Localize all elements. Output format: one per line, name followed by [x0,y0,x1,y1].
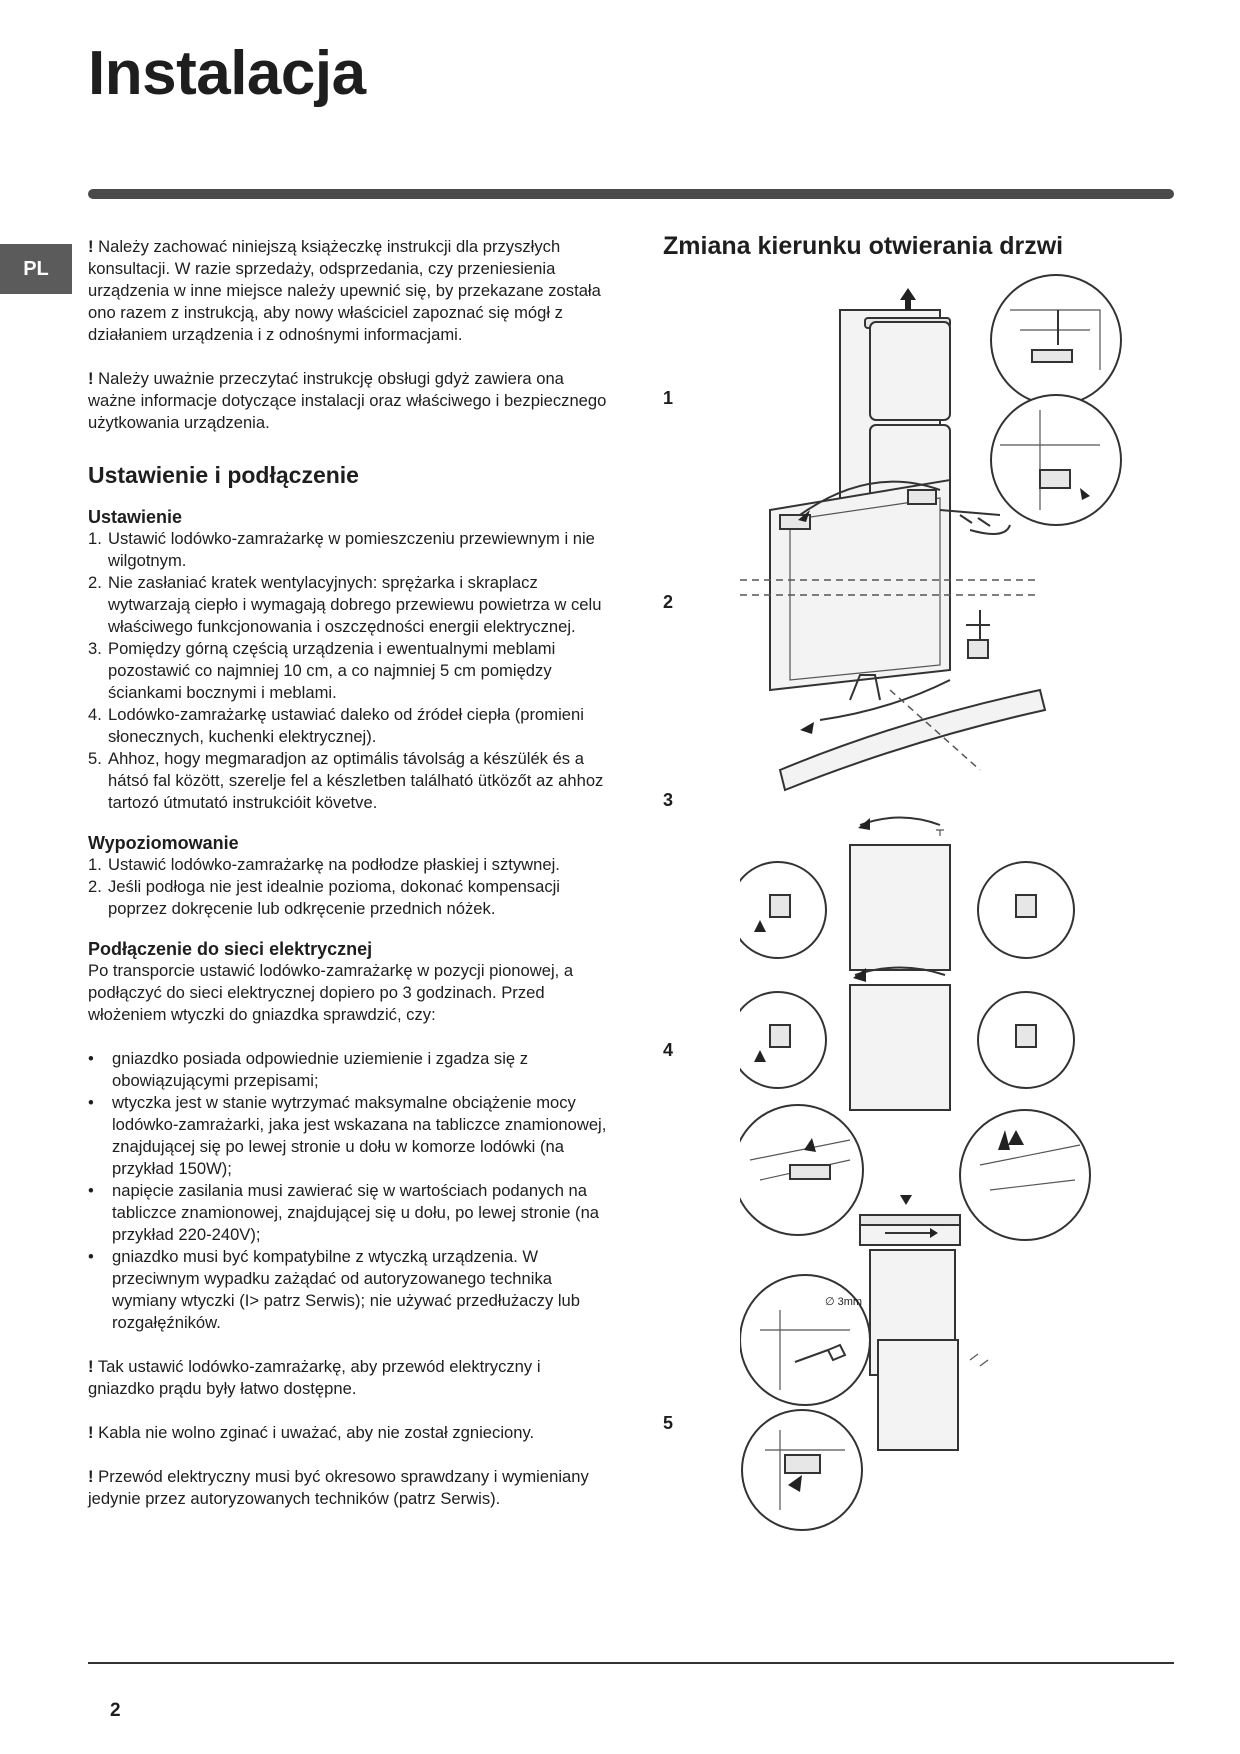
placement-list [88,528,608,814]
left-column [88,236,608,1510]
list-item: • wtyczka jest w stanie wytrzymać maksymalne obciążenie mocy lodówko-zamrażarki, jaka jest wskazana na tabliczce znamionowej, znajdującej się po lewej stronie u dołu w komorze lodówki (na przykład 150W); [88,1093,607,1178]
step-5-figure [740,1105,1090,1530]
step-number: 1 [663,388,674,408]
step-number: 4 [663,1040,674,1060]
step-2-3-figure [740,480,1045,790]
step-number: 3 [663,790,674,810]
placement-heading: Ustawienie [88,507,183,527]
intro-paragraph-1: ! Należy zachować niniejszą książeczkę instrukcji dla przyszłych konsultacji. W razie sprzedaży, odsprzedania, czy przeniesienia urządzenia w inne miejsce należy upewnić się, by przekazane została ono razem z instrukcją, aby nowy właściciel zapoznać się mógł z działaniem urządzenia i z odnośnymi informacjami. [88,237,601,344]
step-number: 2 [663,592,674,612]
list-item: 4. Lodówko-zamrażarkę ustawiać daleko od źródeł ciepła (promieni słonecznych, kuchenki elektrycznej). [88,705,584,746]
language-tab: PL [0,244,72,294]
step-4-figure [740,818,1074,1111]
footer-divider [88,1662,1174,1664]
list-item: 1. Ustawić lodówko-zamrażarkę w pomieszczeniu przewiewnym i nie wilgotnym. [88,529,595,570]
list-item: 2. Nie zasłaniać kratek wentylacyjnych: sprężarka i skraplacz wytwarzają ciepło i wymagają dobrego przewiewu powietrza w celu właściwego funkcjonowania i oszczędności energii elektrycznej. [88,573,602,636]
warning-mark: ! [88,237,94,256]
drill-size-label: ∅ 3mm [825,1296,863,1308]
list-item: • gniazdko musi być kompatybilne z wtyczką urządzenia. W przeciwnym wypadku zażądać od autoryzowanego technika wymiany wtyczki (I> patrz Serwis); nie używać przedłużaczy lub rozgałęźników. [88,1247,580,1332]
list-item: 2. Jeśli podłoga nie jest idealnie pozioma, dokonać kompensacji poprzez dokręcenie lub odkręcenie przednich nóżek. [88,877,560,918]
door-reversal-heading: Zmiana kierunku otwierania drzwi [663,232,1064,260]
title-divider [88,189,1174,199]
electrical-intro: Po transporcie ustawić lodówko-zamrażarkę w pozycji pionowej, a podłączyć do sieci elektrycznej dopiero po 3 godzinach. Przed włożeniem wtyczki do gniazdka sprawdzić, czy: [88,961,574,1024]
door-reversal-illustration [740,270,1180,1640]
electrical-heading: Podłączenie do sieci elektrycznej [88,939,373,959]
warning-paragraph: ! Kabla nie wolno zginać i uważać, aby nie został zgnieciony. [88,1423,535,1442]
section-heading: Ustawienie i podłączenie [88,462,359,488]
page-title: Instalacja [88,39,366,108]
page-number: 2 [110,1700,121,1721]
electrical-checklist [88,1048,608,1334]
levelling-list [88,854,608,920]
list-item: 5. Ahhoz, hogy megmaradjon az optimális távolság a készülék és a hátsó fal között, szerelje fel a készletben található ütközőt az ahhoz tartozó útmutató instrukcióit követve. [88,749,604,812]
step-number: 5 [663,1413,674,1433]
list-item: 3. Pomiędzy górną częścią urządzenia i ewentualnymi meblami pozostawić co najmniej 10 cm, a co najmniej 5 cm pomiędzy ściankami bocznymi i meblami. [88,639,556,702]
warning-mark: ! [88,369,94,388]
warning-paragraph: ! Tak ustawić lodówko-zamrażarkę, aby przewód elektryczny i gniazdko prądu były łatwo dostępne. [88,1357,541,1398]
warning-paragraph: ! Przewód elektryczny musi być okresowo sprawdzany i wymieniany jedynie przez autoryzowanych techników (patrz Serwis). [88,1467,589,1508]
list-item: 1. Ustawić lodówko-zamrażarkę na podłodze płaskiej i sztywnej. [88,855,560,874]
intro-paragraph-2: ! Należy uważnie przeczytać instrukcję obsługi gdyż zawiera ona ważne informacje dotyczące instalacji oraz właściwego i bezpiecznego użytkowania urządzenia. [88,369,607,432]
levelling-heading: Wypoziomowanie [88,833,239,853]
list-item: • napięcie zasilania musi zawierać się w wartościach podanych na tabliczce znamionowej, znajdującej się u dołu, po lewej stronie (na przykład 220-240V); [88,1181,600,1244]
list-item: • gniazdko posiada odpowiednie uziemienie i zgadza się z obowiązującymi przepisami; [88,1049,529,1090]
